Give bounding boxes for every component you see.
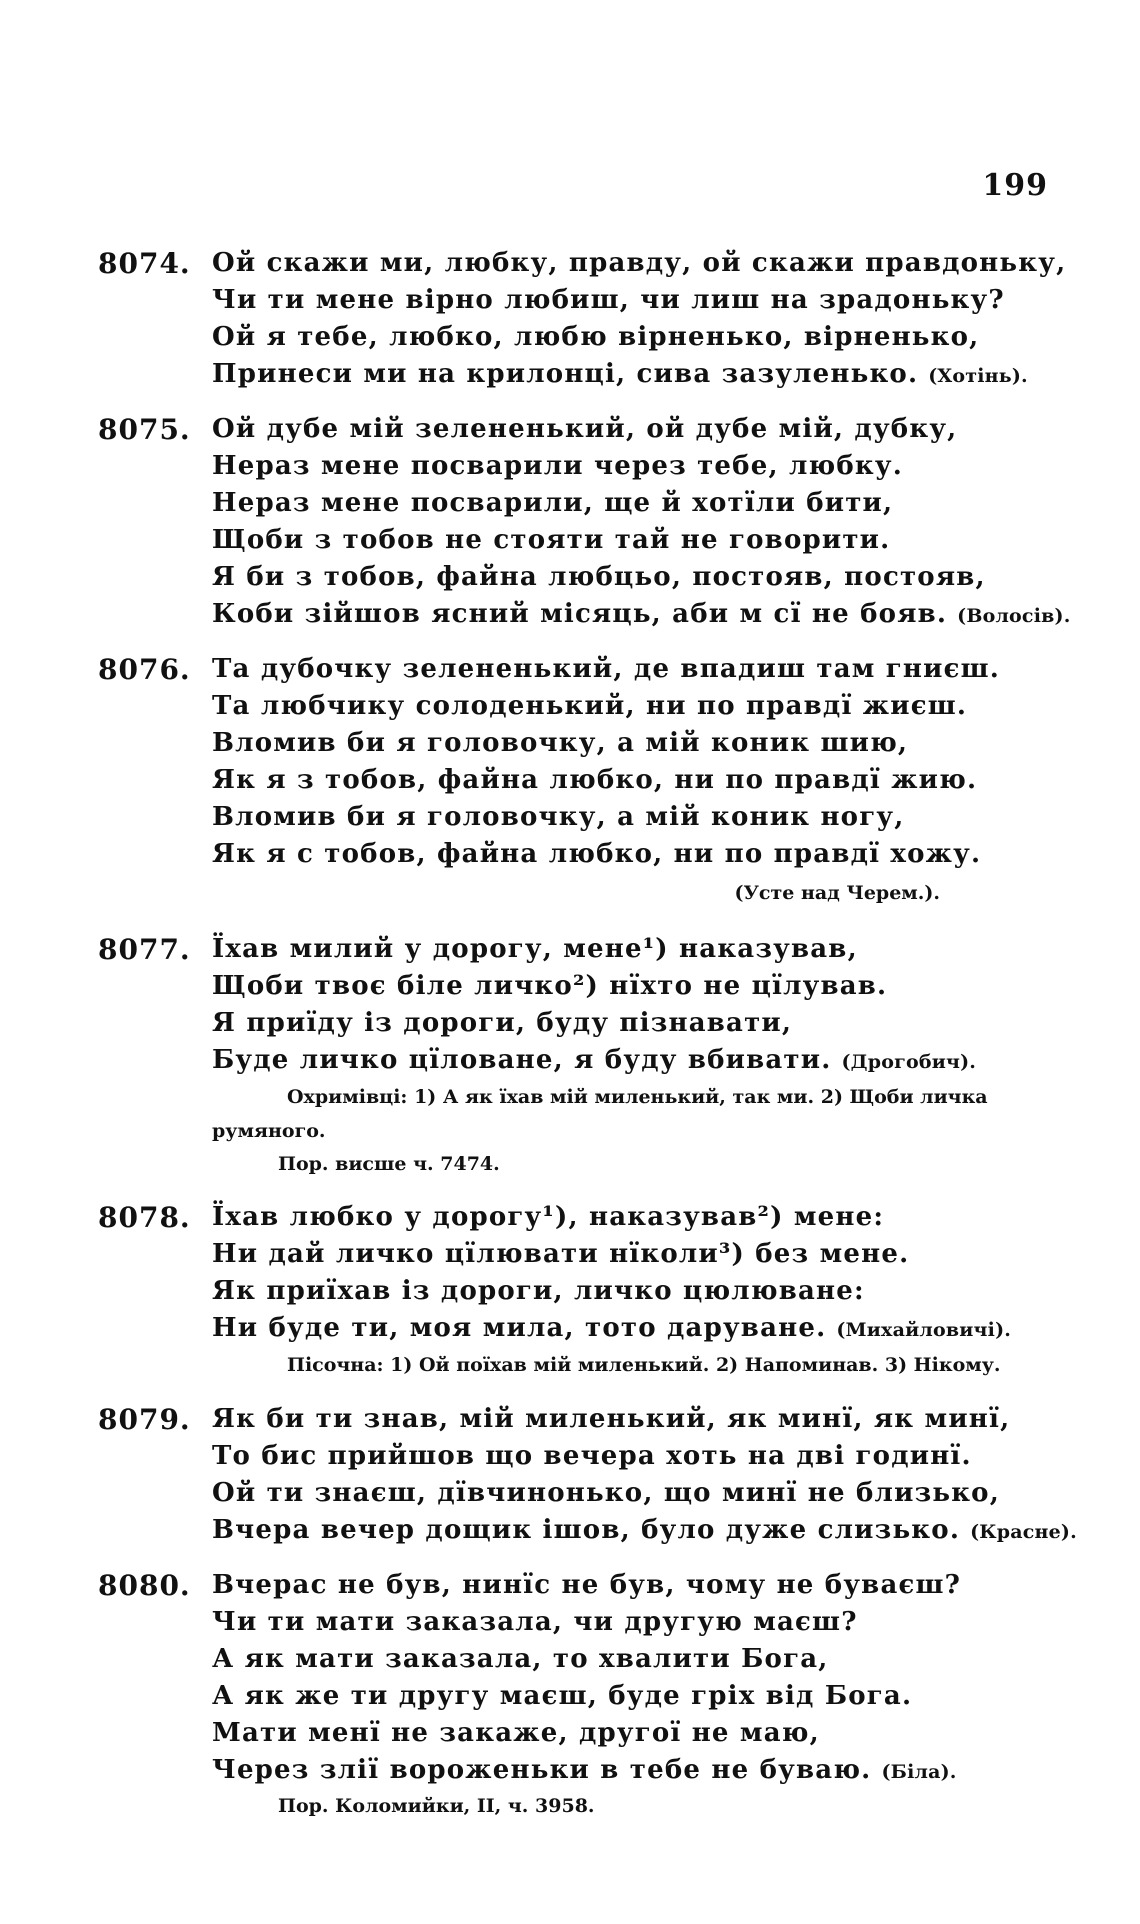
cross-reference: Пор. Коломийки, II, ч. 3958. [278, 1795, 595, 1817]
verse-line [212, 1310, 1062, 1347]
verse-lines [212, 1401, 1077, 1549]
verse-line [212, 1512, 1077, 1549]
verse-lines [212, 651, 1062, 873]
verse-line: Ой я тебе, любко, любю вірненько, вірненько, [212, 322, 980, 352]
verse-line: Вломив би я головочку, а мій коник шию, [212, 728, 909, 758]
source-location: (Михайловичі). [836, 1319, 1012, 1341]
verse-line: А як же ти другу маєш, буде гріх від Бога. [212, 1681, 913, 1711]
verse-line: Як приїхав із дороги, личко цюлюване: [212, 1276, 865, 1306]
verse-line: Їхав любко у дорогу¹), наказував²) мене: [212, 1202, 885, 1232]
verse-text: Принеси ми на крилонці, сива зазуленько. [212, 359, 919, 389]
song-entry-8078 [0, 1199, 1140, 1383]
song-entry-8075 [0, 411, 1140, 633]
verse-line: Я би з тобов, файна любцьо, постояв, постояв, [212, 562, 986, 592]
verse-line: Їхав милий у дорогу, мене¹) наказував, [212, 934, 858, 964]
verse-line: Щоби з тобов не стояти тай не говорити. [212, 525, 891, 555]
verse-line: Як би ти знав, мій миленький, як минї, як минї, [212, 1404, 1011, 1434]
song-entry-8074 [0, 245, 1140, 393]
verse-line: Чи ти мати заказала, чи другую маєш? [212, 1607, 858, 1637]
variant-text: 1) А як їхав мій миленький, так ми. 2) Щоби личка [414, 1086, 988, 1108]
verse-line: Мати менї не закаже, другої не маю, [212, 1718, 820, 1748]
verse-line: Я приїду із дороги, буду пізнавати, [212, 1008, 793, 1038]
verse-line: Нераз мене посварили через тебе, любку. [212, 451, 903, 481]
song-entry-8080 [0, 1567, 1140, 1823]
song-entry-8079 [0, 1401, 1140, 1549]
verse-line: Та любчику солоденький, ни по правдї жиєш. [212, 691, 968, 721]
verse-text: Вчера вечер дощик ішов, було дуже слизько. [212, 1515, 961, 1545]
verse-line: Ой ти знаєш, дївчинонько, що минї не близько, [212, 1478, 1000, 1508]
verse-line [212, 356, 1062, 393]
verse-line: Чи ти мене вірно любиш, чи лиш на зрадоньку? [212, 285, 1005, 315]
entry-number: 8074. [98, 247, 191, 280]
page-content [0, 245, 1140, 1841]
variant-note [287, 1079, 1140, 1115]
source-location: (Дрогобич). [841, 1051, 977, 1073]
verse-line: То бис прийшов що вечера хоть на дві годинї. [212, 1441, 972, 1471]
verse-line: Вчерас не був, нинїс не був, чому не буваєш? [212, 1570, 962, 1600]
entry-number: 8077. [98, 933, 191, 966]
verse-lines [212, 1199, 1062, 1347]
verse-line: Ой дубе мій зелененький, ой дубе мій, дубку, [212, 414, 958, 444]
verse-line: Як я с тобов, файна любко, ни по правдї хожу. [212, 839, 982, 869]
verse-line: А як мати заказала, то хвалити Бога, [212, 1644, 829, 1674]
verse-text: Буде личко цїловане, я буду вбивати. [212, 1045, 832, 1075]
verse-text: Через злії вороженьки в тебе не буваю. [212, 1755, 872, 1785]
verse-line: Нераз мене посварили, ще й хотїли бити, [212, 488, 894, 518]
verse-lines [212, 931, 1062, 1079]
cross-reference: Пор. висше ч. 7474. [278, 1153, 500, 1175]
entry-number: 8075. [98, 413, 191, 446]
verse-line [212, 1752, 1062, 1789]
variant-note-continuation: румяного. [212, 1120, 326, 1142]
source-location: (Волосів). [957, 605, 1071, 627]
source-location: (Біла). [881, 1761, 957, 1783]
verse-line [212, 1042, 1062, 1079]
verse-lines [212, 411, 1071, 633]
source-location: (Усте над Черем.). [734, 882, 940, 904]
entry-number: 8076. [98, 653, 191, 686]
entry-number: 8080. [98, 1569, 191, 1602]
entry-number: 8078. [98, 1201, 191, 1234]
verse-text: Ни буде ти, моя мила, тото даруване. [212, 1313, 827, 1343]
verse-lines [212, 245, 1067, 393]
song-entry-8076 [0, 651, 1140, 913]
source-location: (Красне). [970, 1521, 1077, 1543]
page-number: 199 [982, 168, 1048, 203]
verse-line: Вломив би я головочку, а мій коник ногу, [212, 802, 905, 832]
verse-line: Ни дай личко цїлювати нїколи³) без мене. [212, 1239, 910, 1269]
entry-number: 8079. [98, 1403, 191, 1436]
verse-lines [212, 1567, 1062, 1789]
source-location: (Хотінь). [928, 365, 1028, 387]
verse-line: Та дубочку зелененький, де впадиш там гниєш. [212, 654, 1001, 684]
verse-line: Як я з тобов, файна любко, ни по правдї жию. [212, 765, 978, 795]
variant-note: Пісочна: 1) Ой поїхав мій миленький. 2) Напоминав. 3) Нікому. [287, 1354, 1001, 1376]
verse-line [212, 596, 1071, 633]
variant-label: Охримівці: [287, 1086, 408, 1108]
verse-line: Щоби твоє біле личко²) нїхто не цїлував. [212, 971, 888, 1001]
verse-line: Ой скажи ми, любку, правду, ой скажи правдоньку, [212, 248, 1067, 278]
song-entry-8077 [0, 931, 1140, 1181]
verse-text: Коби зійшов ясний місяць, аби м сї не бояв. [212, 599, 948, 629]
